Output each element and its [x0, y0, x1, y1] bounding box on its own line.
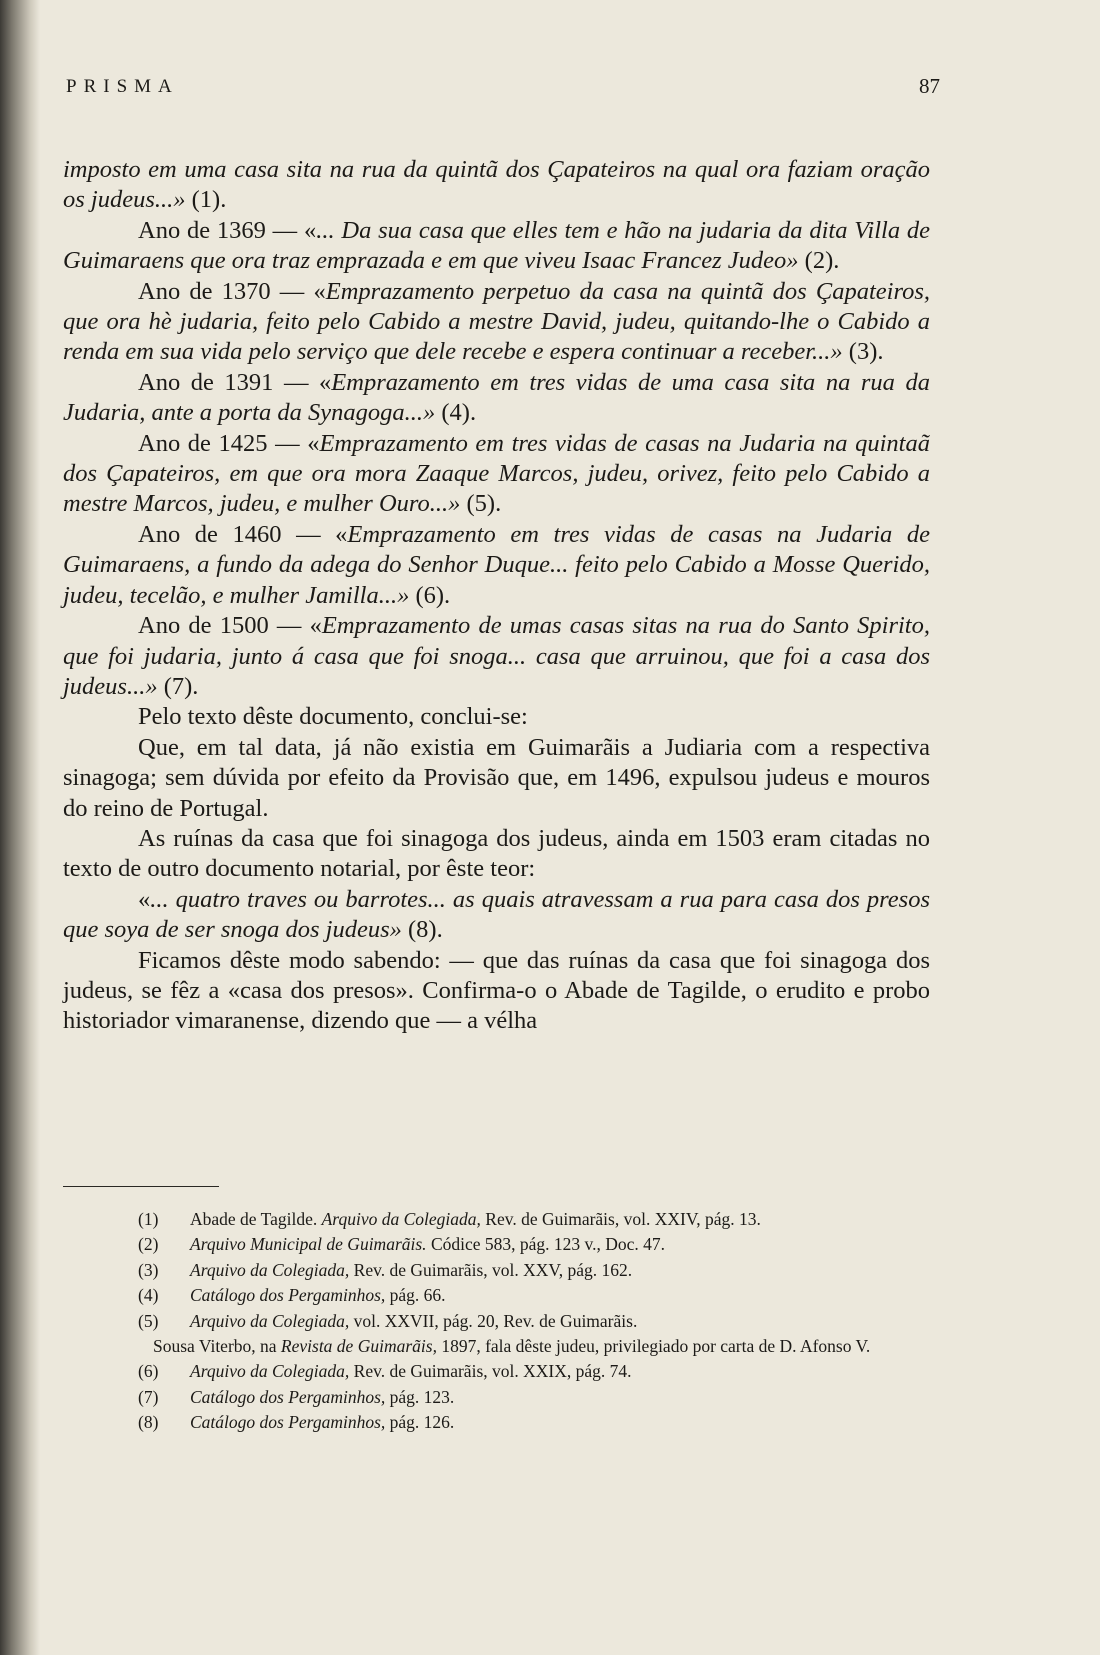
footnote-2: [63, 1232, 930, 1257]
footnote-text: 1897, fala dêste judeu, privilegiado por carta de D. Afonso V.: [436, 1336, 871, 1357]
paragraph-4: [63, 368, 930, 429]
footnote-5-continuation: [63, 1334, 930, 1359]
paragraph-10: As ruínas da casa que foi sinagoga dos judeus, ainda em 1503 eram citadas no texto de outro documento notarial, por êste teor:: [63, 824, 930, 883]
footnote-reference: (4).: [441, 399, 477, 427]
footnote-6: [63, 1359, 930, 1384]
footnote-source-title: Catálogo dos Pergaminhos,: [190, 1412, 386, 1433]
footnote-text: Rev. de Guimarãis, vol. XXV, pág. 162.: [349, 1259, 633, 1280]
quote-text: Emprazamento perpetuo da casa na quintã dos Çapateiros, que ora hè judaria, feito pelo Cabido a mestre David, judeu, quitando-lhe o Cabido a renda em sua vida pelo serviço que dele recebe e espera continuar a receber...»: [63, 277, 930, 366]
entry-lead: Ano de 1391 — «: [138, 368, 332, 396]
footnote-reference: (2).: [804, 247, 840, 275]
footnote-rule: [63, 1186, 219, 1187]
footnote-source-title: Catálogo dos Pergaminhos,: [190, 1386, 386, 1407]
entry-lead: Ano de 1370 — «: [138, 277, 326, 305]
footnote-4: [63, 1283, 930, 1308]
quote-text: ... Da sua casa que elles tem e hão na judaria da dita Villa de Guimaraens que ora traz emprazada e em que viveu Isaac Francez Judeo»: [63, 216, 930, 275]
footnote-1: [63, 1207, 930, 1232]
footnote-text: Sousa Viterbo, na: [153, 1336, 281, 1357]
footnote-text: Abade de Tagilde.: [190, 1209, 322, 1229]
paragraph-2: [63, 216, 930, 277]
paragraph-7: [63, 611, 930, 702]
footnote-reference: (6).: [415, 581, 451, 609]
footnote-source-title: Arquivo da Colegiada,: [321, 1209, 481, 1229]
paragraph-6: [63, 520, 930, 611]
paragraph-1: [63, 155, 930, 216]
footnote-number: (3): [138, 1259, 159, 1280]
footnote-reference: (8).: [408, 916, 443, 944]
footnote-reference: (3).: [848, 338, 884, 366]
footnote-source-title: Revista de Guimarãis,: [280, 1336, 437, 1357]
footnote-text: pág. 123.: [385, 1386, 455, 1407]
running-head: PRISMA: [66, 76, 179, 97]
footnote-number: (6): [138, 1361, 159, 1382]
quote-text: ... quatro traves ou barrotes... as quais atravessam a rua para casa dos presos que soya de ser snoga dos judeus»: [63, 885, 930, 944]
entry-lead: «: [138, 885, 151, 913]
footnote-source-title: Arquivo da Colegiada,: [190, 1310, 350, 1331]
paragraph-9: Que, em tal data, já não existia em Guimarãis a Judiaria com a respectiva sinagoga; sem dúvida por efeito da Provisão que, em 1496, expulsou judeus e mouros do reino de Portugal.: [63, 733, 930, 822]
footnote-text: Códice 583, pág. 123 v., Doc. 47.: [426, 1234, 666, 1255]
footnote-number: (7): [138, 1386, 159, 1407]
footnote-source-title: Arquivo da Colegiada,: [190, 1259, 350, 1280]
quote-text: imposto em uma casa sita na rua da quintã dos Çapateiros na qual ora faziam oração os judeus...»: [63, 156, 930, 214]
footnote-number: (5): [138, 1310, 159, 1331]
paragraph-5: [63, 429, 930, 520]
entry-lead: Ano de 1425 — «: [138, 429, 320, 457]
page-header: [66, 70, 940, 104]
footnote-reference: (5).: [466, 490, 502, 518]
footnote-number: (1): [138, 1209, 159, 1229]
footnote-number: (8): [138, 1412, 159, 1433]
paragraph-8: Pelo texto dêste documento, conclui-se:: [138, 703, 528, 731]
page-number: 87: [919, 74, 940, 98]
body-text: [63, 155, 930, 1037]
footnote-text: Rev. de Guimarãis, vol. XXIV, pág. 13.: [480, 1209, 761, 1229]
footnote-source-title: Arquivo da Colegiada,: [190, 1361, 350, 1382]
footnote-7: [63, 1385, 930, 1410]
entry-lead: Ano de 1500 — «: [138, 612, 322, 640]
paragraph-12: Ficamos dêste modo sabendo: — que das ruínas da casa que foi sinagoga dos judeus, se fêz a «casa dos presos». Confirma-o o Abade de Tagilde, o erudito e probo historiador vimaranense, dizendo que — a vélha: [63, 946, 930, 1035]
paragraph-3: [63, 277, 930, 368]
footnote-text: pág. 66.: [385, 1285, 446, 1306]
footnote-8: [63, 1410, 930, 1435]
entry-lead: Ano de 1460 — «: [138, 520, 348, 548]
footnotes: [63, 1207, 930, 1436]
quote-text: Emprazamento de umas casas sitas na rua do Santo Spirito, que foi judaria, junto á casa que foi snoga... casa que arruinou, que foi a casa dos judeus...»: [63, 612, 930, 700]
paragraph-11: [63, 885, 930, 946]
footnote-text: vol. XXVII, pág. 20, Rev. de Guimarãis.: [349, 1310, 638, 1331]
footnote-reference: (1).: [191, 186, 227, 214]
quote-text: Emprazamento em tres vidas de casas na Judaria na quintaã dos Çapateiros, em que ora mora Zaaque Marcos, judeu, orivez, feito pelo Cabido a mestre Marcos, judeu, e mulher Ouro...»: [63, 429, 930, 518]
footnote-3: [63, 1258, 930, 1283]
footnote-number: (2): [138, 1234, 159, 1255]
binding-shadow: [0, 0, 40, 1655]
footnote-source-title: Catálogo dos Pergaminhos,: [190, 1285, 386, 1306]
footnote-source-title: Arquivo Municipal de Guimarãis.: [190, 1234, 427, 1255]
entry-lead: Ano de 1369 — «: [138, 216, 317, 244]
footnote-text: Rev. de Guimarãis, vol. XXIX, pág. 74.: [349, 1361, 632, 1382]
footnote-reference: (7).: [163, 672, 199, 700]
footnote-text: pág. 126.: [385, 1412, 455, 1433]
quote-text: Emprazamento em tres vidas de casas na Judaria de Guimaraens, a fundo da adega do Senhor Duque... feito pelo Cabido a Mosse Querido, judeu, tecelão, e mulher Jamilla...»: [63, 520, 930, 609]
quote-text: Emprazamento em tres vidas de uma casa sita na rua da Judaria, ante a porta da Synagoga...»: [63, 368, 930, 427]
footnote-5: [63, 1309, 930, 1334]
footnote-number: (4): [138, 1285, 159, 1306]
